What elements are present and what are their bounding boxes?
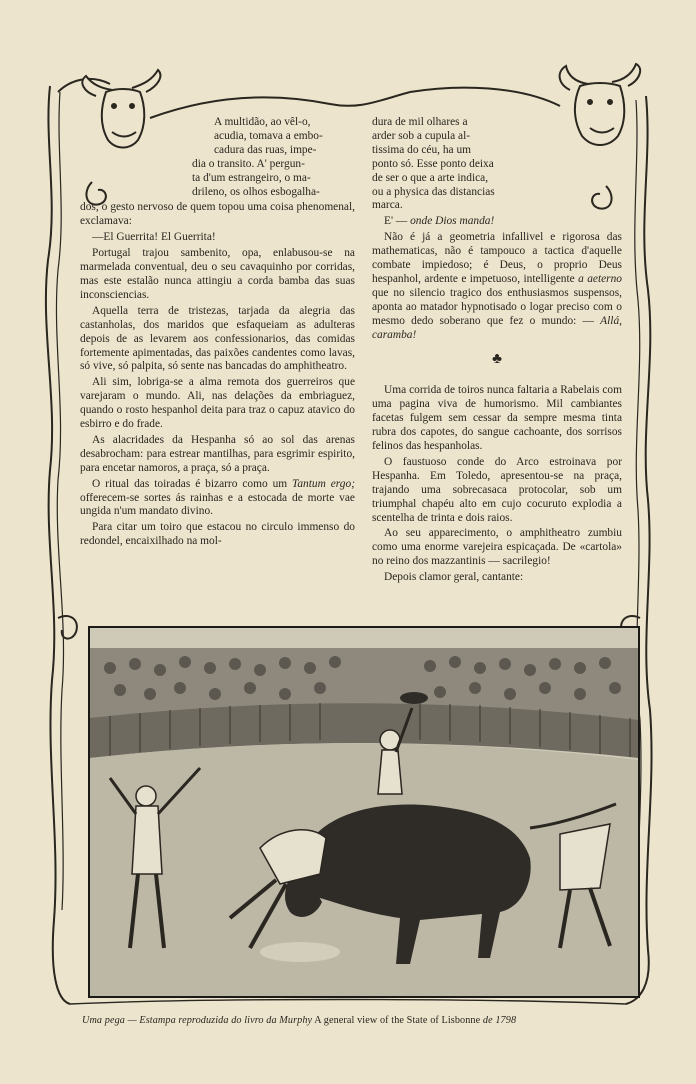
paragraph: As alacridades da Hespanha só ao sol das arenas desabrocham: para estrear mantilhas, para esgrimir espirito, para encetar namoros, a praça, só a praça. <box>80 433 355 474</box>
paragraph <box>372 215 622 229</box>
paragraph: O faustuoso conde do Arco estroinava por Hespanha. Em Toledo, apresentou-se na praça, trajando uma sobrecasaca protocolar, sob um triumphal chapéu alto em cujo cocuruto explodia a scentelha de trinta e dois raios. <box>372 455 622 524</box>
bullfight-engraving <box>88 626 640 998</box>
text-column-left <box>80 116 355 551</box>
text-span: E' — <box>384 215 408 228</box>
text-span: que no silencio tragico dos enthusiasmos suspensos, aponta ao matador hypnotisado o logar preciso com o mesmo dedo soberano que fez o mundo: — <box>372 286 622 327</box>
paragraph: Uma corrida de toiros nunca faltaria a Rabelais com uma pagina viva de humorismo. Mil cambiantes facetas fulgem sem cessar da sempre mesma tinta rubra dos capotes, do sangue cachoante, dos sorrisos felinos das hespanholas. <box>372 384 622 453</box>
text-span: Não é já a geometria infallivel e rigorosa das mathematicas, não é tampouco a tactica d'aquelle combate impiedoso; é Deus, o proprio Deus hespanhol, ardente e impetuoso, intelligente <box>372 231 622 285</box>
caption-plate-text: A general view of the State of Lisbonne <box>312 1015 483 1026</box>
figure-caption <box>82 1015 682 1026</box>
text-line: dia o transito. A' pergun- <box>192 157 305 170</box>
paragraph: Ao seu apparecimento, o amphitheatro zumbiu como uma enorme varejeira espicaçada. De «cartola» no reino dos mazzantinis — sacrilegio! <box>372 527 622 568</box>
paragraph-opening <box>80 116 355 199</box>
paragraph: —El Guerrita! El Guerrita! <box>92 231 216 244</box>
caption-title: Uma pega — Estampa reproduzida do livro da Murphy <box>82 1015 313 1026</box>
text-line: acudia, tomava a embo- <box>214 129 323 142</box>
paragraph-continuation <box>372 116 622 213</box>
text-line: ou a physica das distancias <box>372 185 495 198</box>
text-span: O ritual das toiradas é bizarro como um <box>92 477 293 490</box>
text-line: cadura das ruas, impe- <box>214 143 317 156</box>
caption-date: de 1798 <box>482 1015 517 1026</box>
text-line: A multidão, ao vêl-o, <box>214 116 311 128</box>
text-line: drileno, os olhos esbogalha- <box>192 185 320 198</box>
text-line: ponto só. Esse ponto deixa <box>372 157 494 170</box>
emphasis: Allá, caramba! <box>372 314 622 341</box>
text-line: ta d'um estrangeiro, o ma- <box>192 171 311 184</box>
text-span: offerecem-se sortes ás rainhas e a estocada de morte vae ungida n'um mandato divino. <box>80 491 355 518</box>
emphasis: Tantum ergo; <box>292 477 355 490</box>
emphasis: a aeterno <box>578 272 622 285</box>
paragraph <box>80 478 355 520</box>
text-line: arder sob a cupula al- <box>372 129 471 142</box>
text-line: tissima do céu, ha um <box>372 143 472 156</box>
paragraph <box>372 231 622 342</box>
paragraph: Depois clamor geral, cantante: <box>384 571 524 584</box>
paragraph: Ali sim, lobriga-se a alma remota dos guerreiros que varejaram o mundo. Ali, nas delações da embriaguez, quando o rosto hespanhol deita para traz o capuz atavico do esbirro e do frade. <box>80 376 355 431</box>
paragraph: Aquella terra de tristezas, tarjada da alegria das castanholas, dos maridos que esfaqueiam as adulteras depois de as levarem aos confessionarios, das comidas fortemente apimentadas, das paixões candentes como lavas, só vive, só palpita, só sente nas bancadas do amphitheatro. <box>80 304 355 373</box>
paragraph: dos, o gesto nervoso de quem topou uma coisa phenomenal, exclamava: <box>80 201 355 228</box>
paragraph: Portugal trajou sambenito, opa, enlabusou-se na marmelada conventual, deu o seu cavaquinho por corridas, mas este estalão nunca attingiu a corda bamba das suas inconsciencias. <box>80 247 355 301</box>
emphasis: onde Dios manda! <box>410 215 495 228</box>
fleuron-ornament: ♣ <box>492 350 502 367</box>
text-line: dura de mil olhares a <box>372 116 468 128</box>
text-line: de ser o que a arte indica, <box>372 171 489 184</box>
paragraph: Para citar um toiro que estacou no circulo immenso do redondel, encaixilhado na mol- <box>80 521 355 548</box>
text-column-right <box>372 116 622 587</box>
text-line: marca. <box>372 199 403 212</box>
